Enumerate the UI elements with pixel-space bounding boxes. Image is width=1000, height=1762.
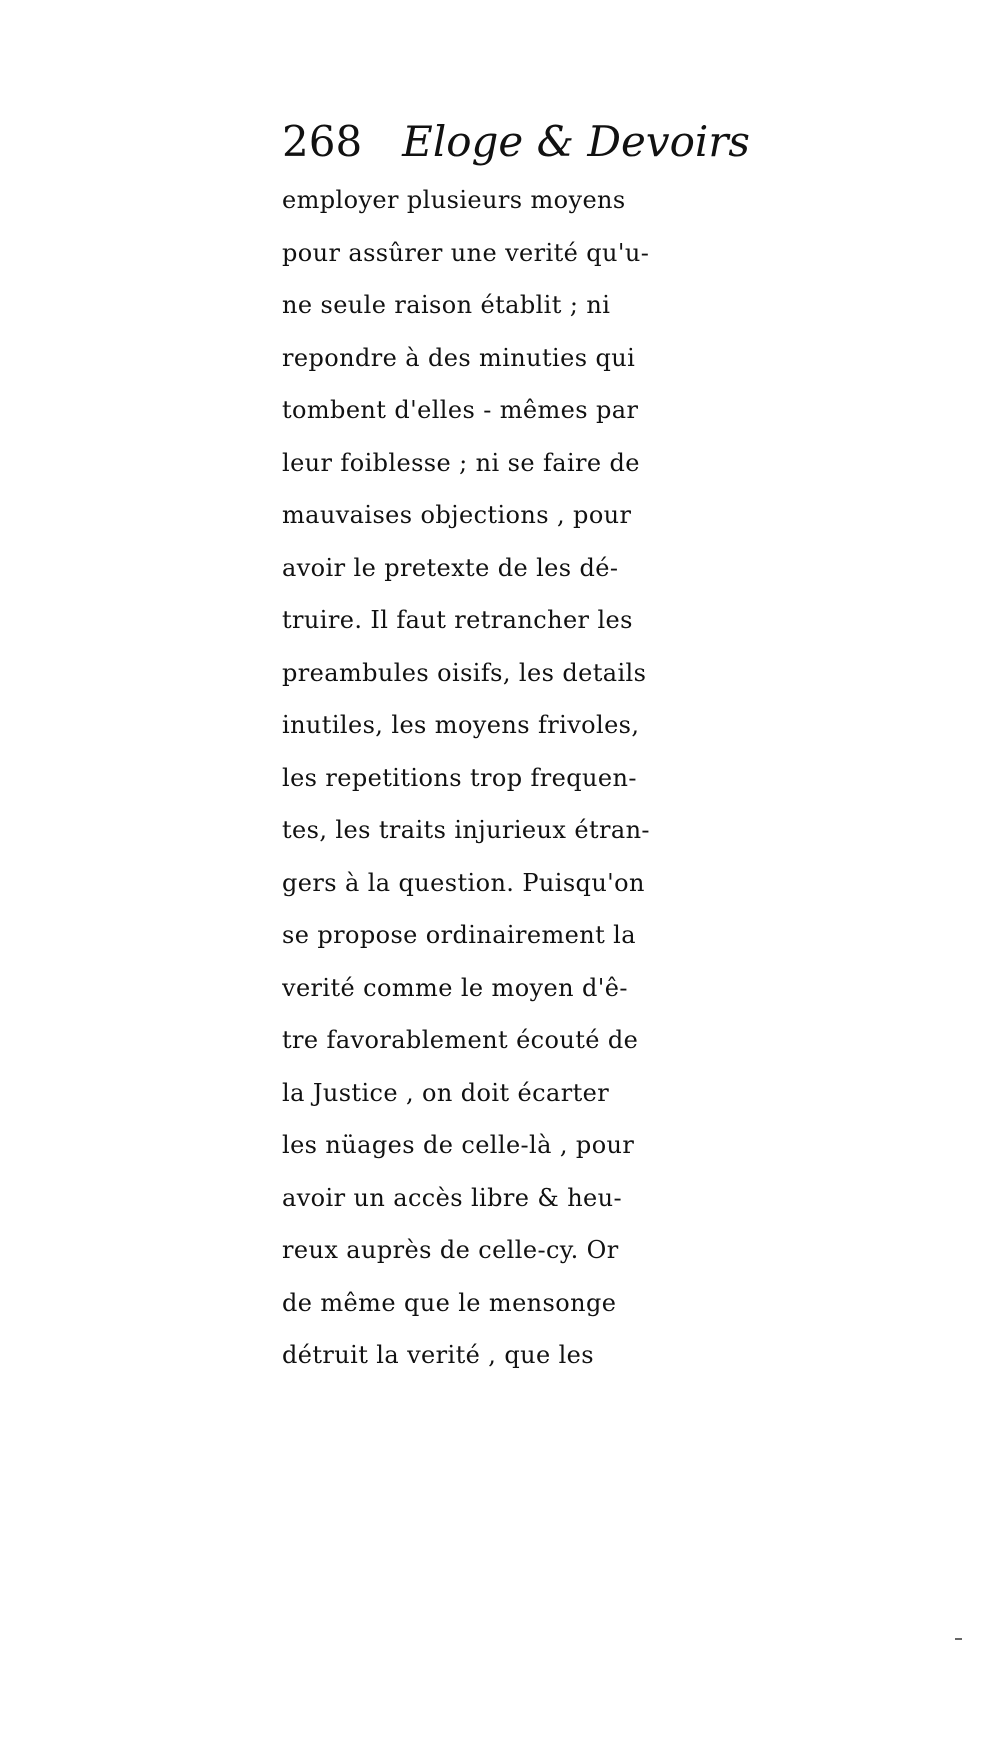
text-line: avoir un accès libre & heu-	[282, 1183, 623, 1212]
text-block	[282, 110, 922, 1382]
running-head-title: Eloge & Devoirs	[402, 117, 750, 166]
text-line: ne seule raison établit ; ni	[282, 291, 611, 319]
running-head	[282, 110, 922, 174]
text-line: avoir le pretexte de les dé-	[282, 553, 619, 582]
text-line: tombent d'elles - mêmes par	[282, 396, 639, 424]
text-line: repondre à des minuties qui	[282, 343, 636, 372]
text-line: mauvaises objections , pour	[282, 501, 632, 529]
margin-mark	[955, 1638, 962, 1640]
text-line: se propose ordinairement la	[282, 921, 636, 949]
text-line: la Justice , on doit écarter	[282, 1078, 610, 1107]
text-line: inutiles, les moyens frivoles,	[282, 711, 640, 739]
text-line: tre favorablement écouté de	[282, 1026, 639, 1054]
body-text	[282, 174, 922, 1382]
text-line: reux auprès de celle-cy. Or	[282, 1236, 619, 1264]
page-number: 268	[282, 117, 363, 166]
text-line: les nüages de celle-là , pour	[282, 1131, 635, 1159]
text-line: tes, les traits injurieux étran-	[282, 816, 650, 844]
text-line: gers à la question. Puisqu'on	[282, 868, 645, 897]
text-line: leur foiblesse ; ni se faire de	[282, 448, 640, 477]
text-line: employer plusieurs moyens	[282, 186, 626, 214]
text-line: verité comme le moyen d'ê-	[282, 973, 628, 1002]
text-line: détruit la verité , que les	[282, 1341, 594, 1369]
text-line: de même que le mensonge	[282, 1288, 617, 1317]
text-line: truire. Il faut retrancher les	[282, 606, 633, 634]
text-line: les repetitions trop frequen-	[282, 763, 637, 792]
text-line: preambules oisifs, les details	[282, 658, 647, 687]
text-line: pour assûrer une verité qu'u-	[282, 238, 650, 267]
